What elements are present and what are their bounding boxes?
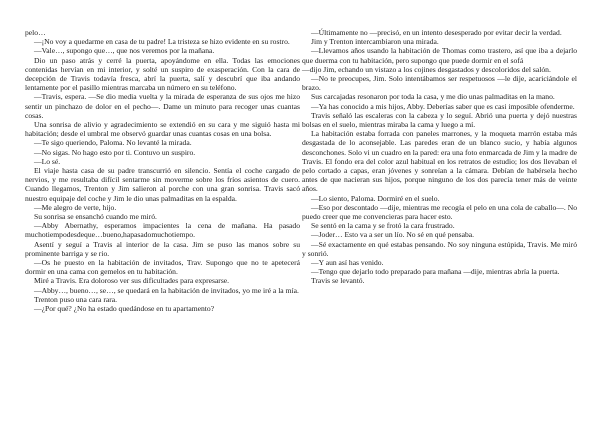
paragraph: Jim y Trenton intercambiaron una mirada. [311, 37, 439, 47]
paragraph: —Os he puesto en la habitación de invitados, Trav. Supongo que no te apetecerá dormir en una cama con gemelos en tu habitación. [25, 258, 300, 277]
paragraph: Una sonrisa de alivio y agradecimiento se extendió en su cara y me siguió hasta mi habitación; desde el umbral me observó guardar unas cuantas cosas en una bolsa. [25, 120, 300, 139]
paragraph: La habitación estaba forrada con paneles marrones, y la moqueta marrón estaba más desgastada de lo aconsejable. Las paredes eran de un blanco sucio, y había algunos desconchones. Solo vi un cuadro en la pared: era una foto enmarcada de Jim y la madre de Travis. El fondo era del color azul habitual en los retratos de estudio; los dos llevaban el pelo cortado a capas, eran jóvenes y sonreían a la cámara. Debían de habérsela hecho antes de que nacieran sus hijos, porque ninguno de los dos parecía tener más de veinte años. [302, 129, 577, 194]
paragraph: Travis señaló las escaleras con la cabeza y lo seguí. Abrió una puerta y dejó nuestras bolsas en el suelo, mientras miraba la cama y luego a mí. [302, 110, 577, 130]
paragraph: —Tengo que dejarlo todo preparado para mañana —dije, mientras abría la puerta. [311, 267, 560, 277]
paragraph: Se sentó en la cama y se frotó la cara frustrado. [311, 221, 455, 231]
paragraph: —Ya has conocido a mis hijos, Abby. Deberías saber que es casi imposible ofenderme. [311, 101, 575, 111]
paragraph: —Y aun así has venido. [311, 258, 384, 268]
paragraph: Miré a Travis. Era doloroso ver sus dificultades para expresarse. [34, 276, 230, 286]
paragraph: —¡No voy a quedarme en casa de tu padre! La tristeza se hizo evidente en su rostro. [34, 37, 290, 47]
paragraph: —Sé exactamente en qué estabas pensando. No soy ninguna estúpida, Travis. Me miró y sonrió. [302, 239, 577, 258]
paragraph: Travis se levantó. [311, 276, 365, 286]
paragraph: —Vale…, supongo que…, que nos veremos por la mañana. [34, 46, 215, 56]
paragraph: El viaje hasta casa de su padre transcurrió en silencio. Sentía el coche cargado de nervios, y me resultaba difícil sentarme sin moverme sobre los fríos asientos de cuero. Cuando llegamos, Trenton y Jim salieron al porche con una gran sonrisa. Travis sacó nuestro equipaje del coche y Jim le dio unas palmaditas en la espalda. [25, 166, 300, 203]
paragraph: —Lo siento, Paloma. Dormiré en el suelo. [311, 193, 440, 203]
paragraph: Sus carcajadas resonaron por toda la casa, y me dio unas palmaditas en la mano. [311, 92, 555, 102]
paragraph: Su sonrisa se ensanchó cuando me miró. [34, 212, 157, 222]
paragraph: Dio un paso atrás y cerré la puerta, apoyándome en ella. Todas las emociones contenidas hervían en mi interior, y solté un suspiro de exasperación. Con la cara de decepción de Travis todavía fresca, abrí la puerta, salí y descubrí que iba andando lentamente por el pasillo mientras marcaba un número en su teléfono. [25, 55, 300, 93]
right-page [302, 28, 577, 286]
paragraph: Trenton puso una cara rara. [34, 294, 118, 304]
paragraph: —dijo Jim, echando un vistazo a los cojines desgastados y descoloridos del salón. [302, 64, 551, 74]
paragraph: —Lo sé. [34, 156, 61, 166]
paragraph: —No te preocupes, Jim. Solo intentábamos ser respetuosos —le dije, acariciándole el brazo. [302, 74, 577, 93]
paragraph: —Eso por descontado —dije, mientras me recogía el pelo en una cola de caballo—. No puedo creer que me convencieras para hacer esto. [302, 202, 577, 222]
paragraph: pelo… [25, 28, 46, 37]
paragraph: —Travis, espera. —Se dio media vuelta y la mirada de esperanza de sus ojos me hizo sentir un pinchazo de dolor en el pecho—. Dame un minuto para recoger unas cuantas cosas. [25, 92, 300, 120]
paragraph: —Joder… Esto va a ser un lío. No sé en qué pensaba. [311, 230, 475, 240]
paragraph: —Abby…, bueno…, se…, se quedará en la habitación de invitados, yo me iré a la mía. [34, 285, 299, 295]
paragraph: —Abby Abernathy, esperamos impacientes la cena de mañana. Ha pasado muchotiempodesdeque…bueno,hapasadomuchotiempo. [25, 221, 300, 240]
paragraph: —No sigas. No hago esto por ti. Contuvo un suspiro. [34, 147, 196, 157]
paragraph: Asentí y seguí a Travis al interior de la casa. Jim se puso las manos sobre su prominente barriga y se rio. [25, 239, 300, 258]
paragraph: —Te sigo queriendo, Paloma. No levanté la mirada. [34, 138, 192, 148]
paragraph: —Llevamos años usando la habitación de Thomas como trastero, así que iba a dejarlo que duerma con tu habitación, pero supongo que puede dormir en el sofá [302, 46, 577, 65]
left-page [25, 28, 300, 313]
paragraph: —Me alegro de verte, hijo. [34, 202, 117, 212]
paragraph: —Últimamente no —precisó, en un intento desesperado por evitar decir la verdad. [311, 28, 562, 37]
paragraph: —¿Por qué? ¿No ha estado quedándose en tu apartamento? [34, 304, 215, 314]
